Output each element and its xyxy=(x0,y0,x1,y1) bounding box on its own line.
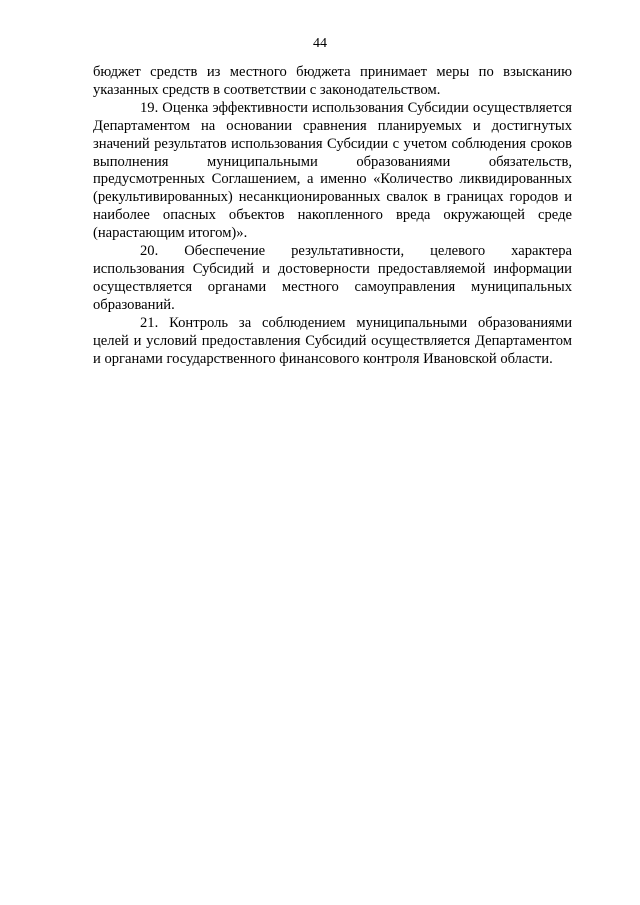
paragraph-21: 21. Контроль за соблюдением муниципальными образованиями целей и условий предоставления Субсидий осуществляется Департаментом и органами государственного финансового контроля Ивановской области. xyxy=(93,314,572,367)
paragraph-19: 19. Оценка эффективности использования Субсидии осуществляется Департаментом на основании сравнения планируемых и достигнутых значений результатов использования Субсидии с учетом соблюдения сроков выполнения муниципальными образованиями обязательств, предусмотренных Соглашением, а именно «Количество ликвидированных (рекультивированных) несанкционированных свалок в границах городов и наиболее опасных объектов накопленного вреда окружающей среде (нарастающим итогом)». xyxy=(93,99,572,242)
document-body xyxy=(93,64,572,368)
paragraph-continuation: бюджет средств из местного бюджета принимает меры по взысканию указанных средств в соответствии с законодательством. xyxy=(93,64,572,98)
page-number: 44 xyxy=(313,36,327,51)
paragraph-20: 20. Обеспечение результативности, целевого характера использования Субсидий и достоверности предоставляемой информации осуществляется органами местного самоуправления муниципальных образований. xyxy=(93,243,572,313)
